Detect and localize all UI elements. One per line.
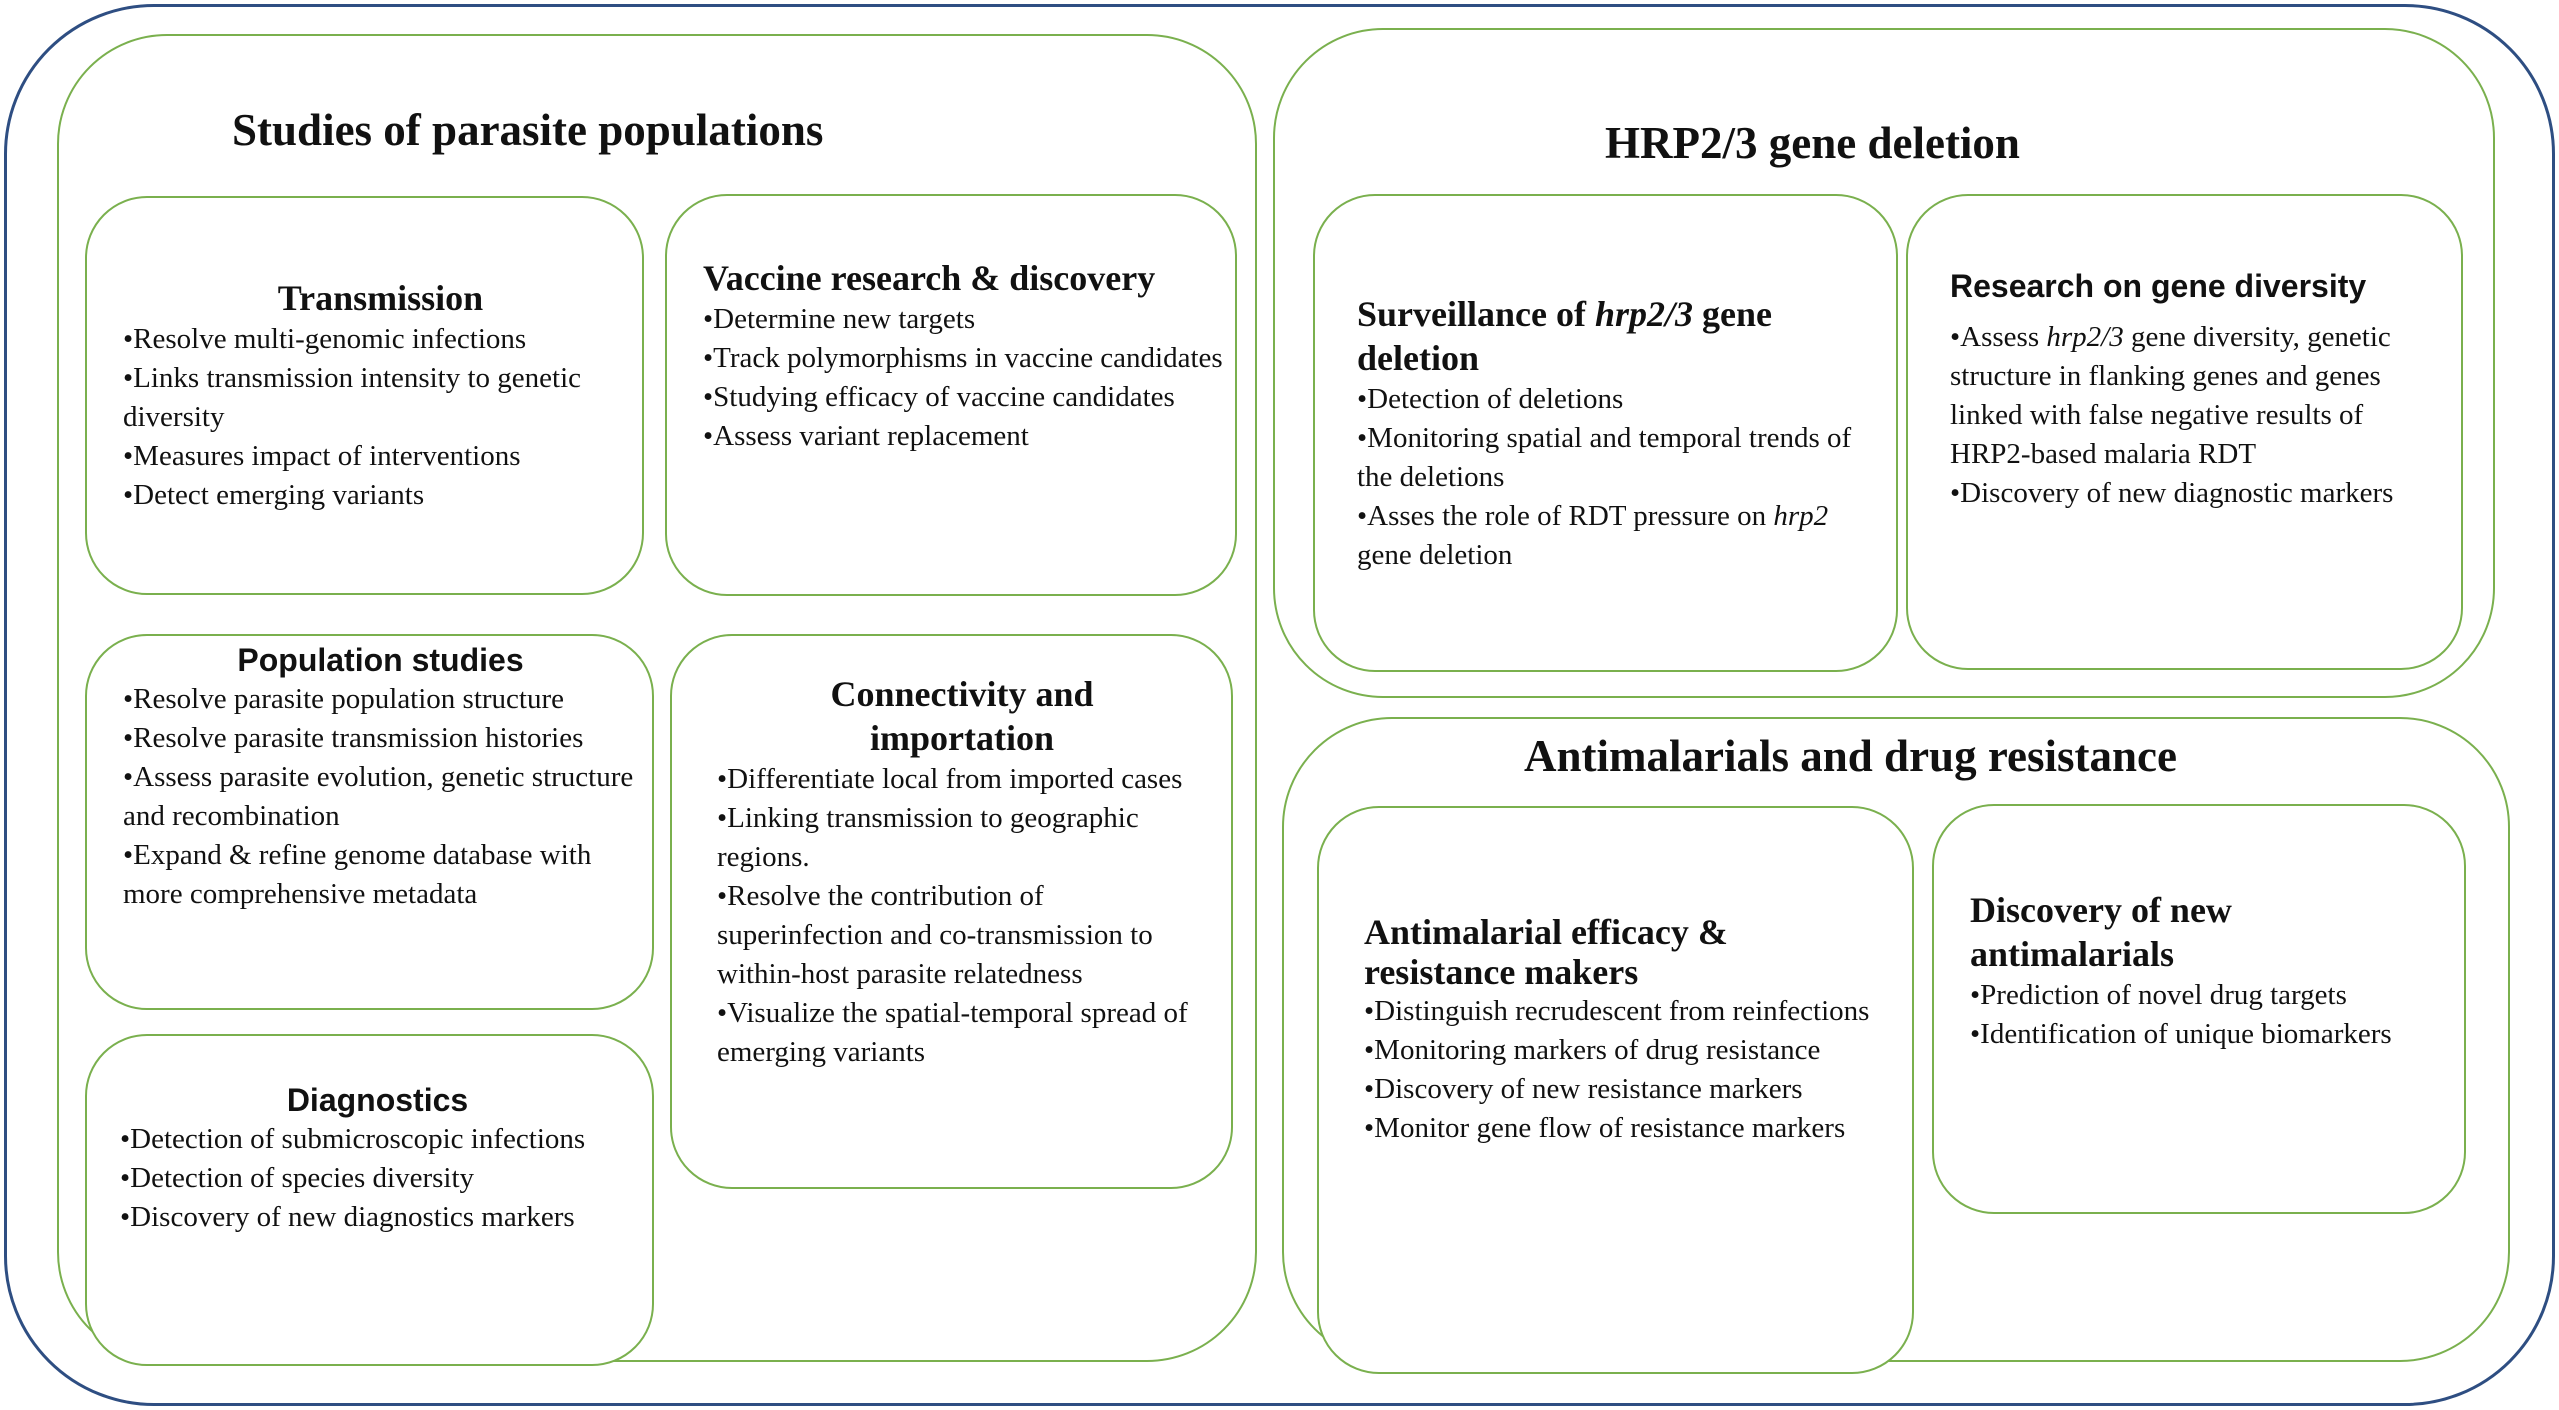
transmission-list xyxy=(123,320,638,515)
connectivity-heading-line1: Connectivity and xyxy=(830,674,1094,714)
list-item: • Resolve parasite population structure xyxy=(123,680,638,719)
list-item: • Prediction of novel drug targets xyxy=(1970,976,2450,1015)
list-item: • Identification of unique biomarkers xyxy=(1970,1015,2450,1054)
vaccine-list xyxy=(703,300,1233,456)
diagnostics-heading: Diagnostics xyxy=(286,1082,469,1118)
list-item: • Resolve parasite transmission histories xyxy=(123,719,638,758)
list-item: • Assess hrp2/3 gene diversity, genetic structure in flanking genes and genes linked with false negative results of HRP2-based malaria RDT xyxy=(1950,318,2440,474)
list-item: • Detection of submicroscopic infections xyxy=(120,1120,635,1159)
list-item: • Measures impact of interventions xyxy=(123,437,638,476)
list-item: • Asses the role of RDT pressure on hrp2 gene deletion xyxy=(1357,497,1857,575)
panel-title-parasite-populations: Studies of parasite populations xyxy=(232,105,824,155)
connectivity-heading-line2: importation xyxy=(870,718,1054,758)
surveillance-heading: Surveillance of hrp2/3 gene deletion xyxy=(1357,294,1773,378)
panel-title-antimalarials: Antimalarials and drug resistance xyxy=(1524,731,2177,781)
box-surveillance-hrp xyxy=(1313,194,1898,672)
list-item: • Monitoring markers of drug resistance xyxy=(1364,1031,1904,1070)
list-item: • Linking transmission to geographic regions. xyxy=(717,799,1207,877)
list-item: • Detection of species diversity xyxy=(120,1159,635,1198)
transmission-heading: Transmission xyxy=(277,278,484,318)
population-list xyxy=(123,680,638,914)
list-item: • Discovery of new diagnostic markers xyxy=(1950,474,2440,513)
list-item: • Expand & refine genome database with more comprehensive metadata xyxy=(123,836,638,914)
box-gene-diversity xyxy=(1906,194,2463,670)
list-item: • Track polymorphisms in vaccine candidates xyxy=(703,339,1233,378)
list-item: • Determine new targets xyxy=(703,300,1233,339)
connectivity-list xyxy=(717,760,1207,1072)
box-discovery-antimalarials xyxy=(1932,804,2466,1214)
discovery-list xyxy=(1970,976,2450,1054)
box-connectivity-importation xyxy=(670,634,1233,1189)
box-population-studies xyxy=(85,634,654,1010)
list-item: • Resolve multi-genomic infections xyxy=(123,320,638,359)
box-diagnostics xyxy=(85,1034,654,1366)
discovery-heading-line1: Discovery of new xyxy=(1970,890,2232,930)
list-item: • Studying efficacy of vaccine candidates xyxy=(703,378,1233,417)
list-item: • Distinguish recrudescent from reinfections xyxy=(1364,992,1904,1031)
box-transmission xyxy=(85,196,644,595)
list-item: • Monitor gene flow of resistance markers xyxy=(1364,1109,1904,1148)
gene-diversity-heading: Research on gene diversity xyxy=(1950,268,2367,304)
box-antimalarial-efficacy xyxy=(1317,806,1914,1374)
box-vaccine-research xyxy=(665,194,1237,596)
list-item: • Discovery of new resistance markers xyxy=(1364,1070,1904,1109)
efficacy-heading-line2: resistance makers xyxy=(1364,952,1639,992)
list-item: • Links transmission intensity to genetic diversity xyxy=(123,359,638,437)
list-item: • Detect emerging variants xyxy=(123,476,638,515)
gene-diversity-list xyxy=(1950,318,2440,513)
surveillance-list xyxy=(1357,380,1857,575)
list-item: • Discovery of new diagnostics markers xyxy=(120,1198,635,1237)
list-item: • Detection of deletions xyxy=(1357,380,1857,419)
efficacy-list xyxy=(1364,992,1904,1148)
list-item: • Monitoring spatial and temporal trends of the deletions xyxy=(1357,419,1857,497)
efficacy-heading-line1: Antimalarial efficacy & xyxy=(1364,912,1728,952)
list-item: • Differentiate local from imported cases xyxy=(717,760,1207,799)
panel-title-hrp-gene-deletion: HRP2/3 gene deletion xyxy=(1605,118,2020,168)
list-item: • Assess variant replacement xyxy=(703,417,1233,456)
vaccine-heading: Vaccine research & discovery xyxy=(703,258,1156,298)
list-item: • Visualize the spatial-temporal spread of emerging variants xyxy=(717,994,1207,1072)
list-item: • Assess parasite evolution, genetic structure and recombination xyxy=(123,758,638,836)
population-heading: Population studies xyxy=(237,642,524,678)
list-item: • Resolve the contribution of superinfection and co-transmission to within-host parasite relatedness xyxy=(717,877,1207,994)
discovery-heading-line2: antimalarials xyxy=(1970,934,2174,974)
diagnostics-list xyxy=(120,1120,635,1237)
